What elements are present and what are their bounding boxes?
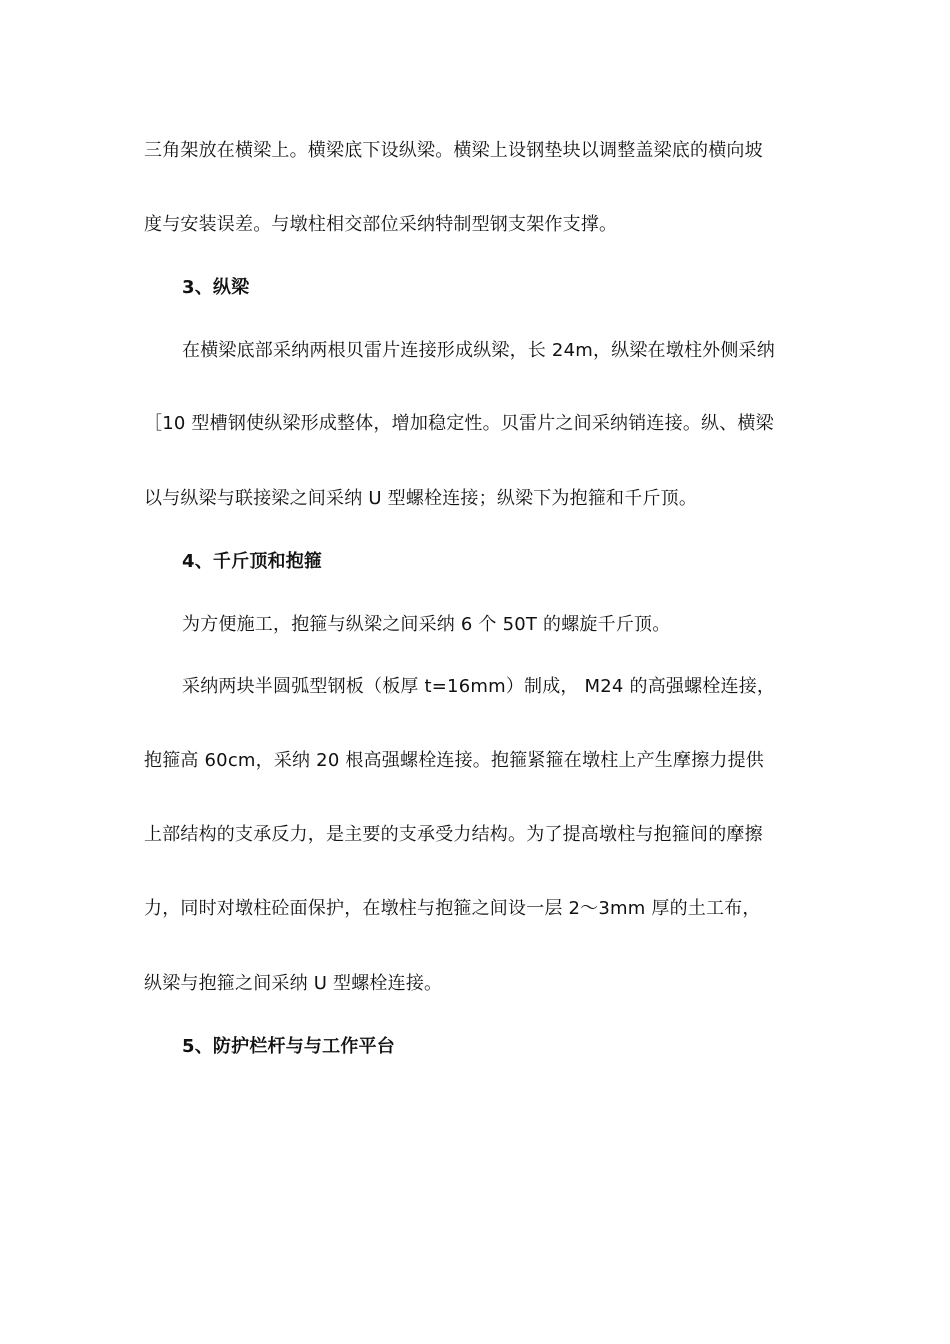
paragraph-line: 三角架放在横梁上。横梁底下设纵梁。横梁上设钢垫块以调整盖梁底的横向坡: [144, 140, 763, 161]
paragraph-line: 在横梁底部采纳两根贝雷片连接形成纵梁，长 24m，纵梁在墩柱外侧采纳: [182, 340, 775, 361]
paragraph-line: 纵梁与抱箍之间采纳 U 型螺栓连接。: [144, 973, 443, 994]
section-heading-3: 3、纵梁: [182, 277, 250, 298]
paragraph-line: 以与纵梁与联接梁之间采纳 U 型螺栓连接；纵梁下为抱箍和千斤顶。: [144, 488, 698, 509]
section-heading-5: 5、防护栏杆与与工作平台: [182, 1036, 395, 1057]
paragraph-line: 力，同时对墩柱砼面保护，在墩柱与抱箍之间设一层 2～3mm 厚的土工布，: [144, 898, 761, 919]
paragraph-line: 上部结构的支承反力，是主要的支承受力结构。为了提高墩柱与抱箍间的摩擦: [144, 824, 763, 845]
paragraph-line: 抱箍高 60cm，采纳 20 根高强螺栓连接。抱箍紧箍在墩柱上产生摩擦力提供: [144, 750, 765, 771]
paragraph-line: 度与安装误差。与墩柱相交部位采纳特制型钢支架作支撑。: [144, 214, 618, 235]
paragraph-line: 采纳两块半圆弧型钢板（板厚 t=16mm）制成， M24 的高强螺栓连接，: [182, 676, 776, 697]
section-heading-4: 4、千斤顶和抱箍: [182, 551, 323, 572]
paragraph-line: 为方便施工，抱箍与纵梁之间采纳 6 个 50T 的螺旋千斤顶。: [182, 614, 671, 635]
paragraph-line: ［10 型槽钢使纵梁形成整体，增加稳定性。贝雷片之间采纳销连接。纵、横梁: [144, 413, 774, 434]
